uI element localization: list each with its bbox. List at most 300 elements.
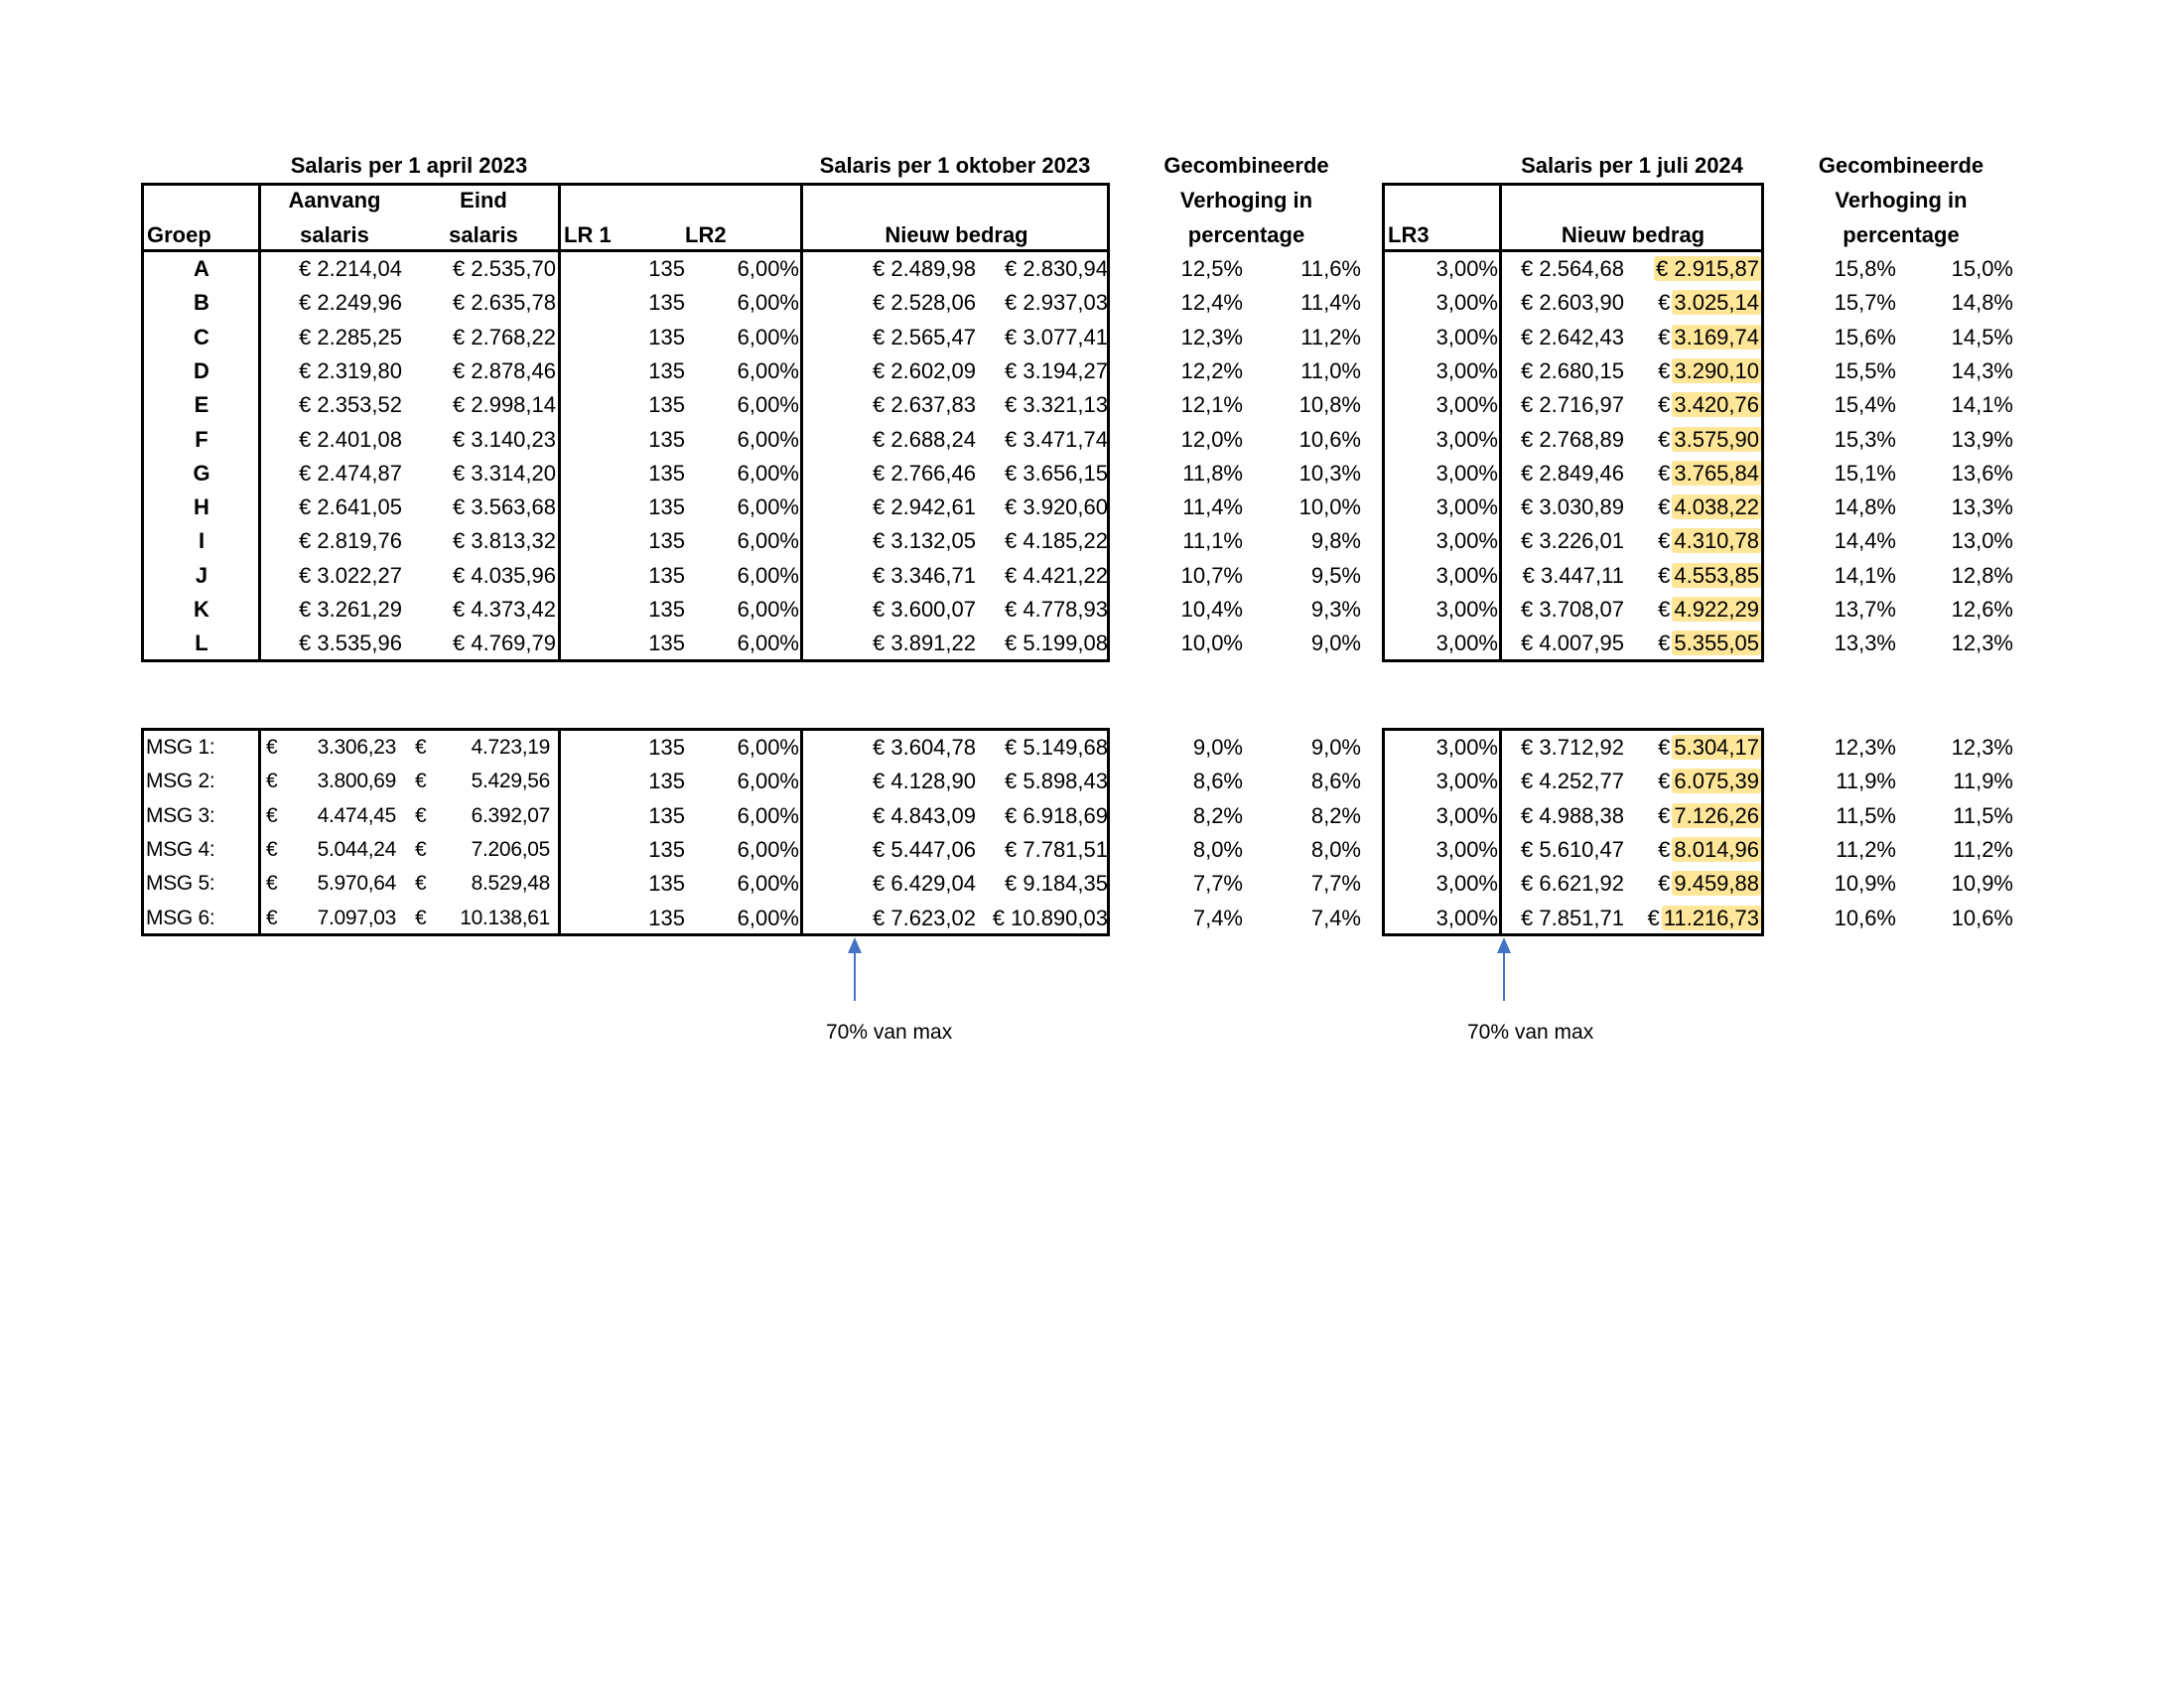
cell-pct4: 14,3% [1951,357,2013,383]
cell-pct3: 15,7% [1834,290,1896,316]
header-aanvang-line2: salaris [300,222,369,247]
currency-symbol: € [1658,769,1671,794]
highlighted-amount: 3.290,10 [1674,357,1759,383]
cell-lr2: 6,00% [737,290,799,316]
cell-aanvang: € 2.353,52 [299,392,402,418]
note-70-van-max-2: 70% van max [1467,1021,1594,1044]
cell-aanvang: € 2.474,87 [299,460,402,486]
cell-eind [409,799,556,833]
cell-okt-min: € 4.843,09 [873,802,976,828]
cell-pct2: 11,0% [1300,357,1361,383]
cell-pct4: 12,3% [1951,631,2013,656]
cell-jul-max [1628,799,1761,833]
cell-lr1: 135 [648,836,685,862]
cell-okt-min: € 2.637,83 [873,392,976,418]
cell-okt-max: € 3.656,15 [1005,460,1108,486]
cell-pct2: 9,5% [1310,562,1361,588]
cell-jul-min: € 4.252,77 [1521,769,1624,794]
cell-pct4: 12,3% [1951,735,2013,760]
highlighted-amount: 4.922,29 [1674,597,1759,622]
cell-lr3: 3,00% [1435,802,1498,828]
cell-lr2: 6,00% [737,562,799,588]
cell-pct2: 11,6% [1300,256,1361,281]
cell-pct1: 12,4% [1180,290,1243,316]
cell-aanvang: € 2.401,08 [299,426,402,452]
cell-lr2: 6,00% [737,357,799,383]
cell-lr1: 135 [648,562,685,588]
cell-aanvang [260,833,402,867]
cell-lr3: 3,00% [1435,769,1498,794]
cell-eind: € 3.813,32 [453,528,556,554]
cell-pct2: 7,7% [1310,871,1361,897]
cell-aanvang: € 3.261,29 [299,597,402,622]
cell-okt-max: € 4.421,22 [1005,562,1108,588]
cell-groep: MSG 5: [146,872,215,896]
cell-okt-max: € 10.890,03 [992,905,1108,930]
note-70-van-max-1: 70% van max [826,1021,953,1044]
cell-pct1: 10,0% [1180,631,1243,656]
cell-lr3: 3,00% [1435,562,1498,588]
cell-pct3: 14,1% [1834,562,1896,588]
cell-jul-min: € 3.030,89 [1521,494,1624,520]
cell-value: 4.474,45 [317,803,396,827]
cell-pct1: 7,4% [1192,905,1243,930]
cell-lr3: 3,00% [1435,836,1498,862]
cell-groep: MSG 2: [146,770,215,793]
cell-okt-max: € 4.778,93 [1005,597,1108,622]
cell-eind [409,731,556,765]
cell-lr1: 135 [648,905,685,930]
cell-jul-max [1628,252,1761,286]
cell-value: 3.306,23 [317,736,396,759]
cell-jul-max [1628,867,1761,901]
highlighted-amount: 9.459,88 [1674,871,1759,897]
cell-lr1: 135 [648,290,685,316]
header-lr3: LR3 [1388,222,1430,247]
highlighted-amount: 6.075,39 [1674,769,1759,794]
currency-symbol: € [1658,735,1671,760]
cell-lr1: 135 [648,460,685,486]
cell-pct2: 8,6% [1310,769,1361,794]
cell-pct1: 12,2% [1180,357,1243,383]
cell-value: 7.206,05 [471,837,550,861]
cell-jul-min: € 4.988,38 [1521,802,1624,828]
cell-okt-min: € 3.604,78 [873,735,976,760]
cell-pct3: 15,4% [1834,392,1896,418]
currency-symbol: € [266,837,278,861]
cell-groep: J [195,562,208,588]
cell-groep: A [194,256,209,281]
title-combined-2-line1: Gecombineerde [1818,153,1984,178]
cell-lr3: 3,00% [1435,597,1498,622]
cell-aanvang [260,731,402,765]
cell-groep: H [194,494,209,520]
cell-pct4: 13,9% [1951,426,2013,452]
cell-pct4: 14,1% [1951,392,2013,418]
highlighted-amount: 3.575,90 [1674,426,1759,452]
cell-okt-max: € 3.920,60 [1005,494,1108,520]
cell-aanvang: € 2.285,25 [299,324,402,350]
cell-lr1: 135 [648,597,685,622]
title-april-2023: Salaris per 1 april 2023 [290,153,528,178]
cell-aanvang: € 2.319,80 [299,357,402,383]
currency-symbol: € [1658,871,1671,897]
cell-okt-max: € 3.471,74 [1005,426,1108,452]
cell-pct1: 11,4% [1182,494,1243,520]
cell-groep: MSG 3: [146,803,215,827]
title-combined-1-line3: percentage [1187,222,1305,247]
cell-pct3: 15,3% [1834,426,1896,452]
cell-eind: € 2.998,14 [453,392,556,418]
cell-lr3: 3,00% [1435,256,1498,281]
cell-pct1: 8,0% [1192,836,1243,862]
currency-symbol: € [266,770,278,793]
header-nieuw-bedrag-2: Nieuw bedrag [1561,222,1706,247]
currency-symbol: € [1658,562,1671,588]
cell-groep: MSG 4: [146,837,215,861]
cell-lr2: 6,00% [737,392,799,418]
cell-okt-max: € 2.937,03 [1005,290,1108,316]
cell-aanvang [260,765,402,798]
cell-value: 5.044,24 [317,837,396,861]
cell-pct4: 10,6% [1951,905,2013,930]
cell-jul-max [1628,593,1761,627]
cell-pct2: 9,3% [1310,597,1361,622]
cell-jul-max [1628,354,1761,388]
cell-eind [409,833,556,867]
cell-okt-min: € 3.600,07 [873,597,976,622]
cell-jul-min: € 3.708,07 [1521,597,1624,622]
cell-jul-min: € 5.610,47 [1521,836,1624,862]
cell-pct2: 11,2% [1300,324,1361,350]
cell-pct1: 11,8% [1182,460,1243,486]
currency-symbol: € [415,770,427,793]
cell-pct3: 10,9% [1834,871,1896,897]
arrow-shaft-1 [854,951,856,1001]
cell-pct2: 9,0% [1310,631,1361,656]
cell-lr2: 6,00% [737,528,799,554]
cell-pct3: 11,2% [1836,836,1896,862]
cell-eind: € 3.140,23 [453,426,556,452]
cell-okt-min: € 3.346,71 [873,562,976,588]
cell-pct3: 11,9% [1836,769,1896,794]
cell-lr3: 3,00% [1435,494,1498,520]
header-lr2: LR2 [685,222,727,247]
currency-symbol: € [266,736,278,759]
cell-jul-min: € 2.716,97 [1521,392,1624,418]
cell-groep: B [194,290,209,316]
cell-okt-min: € 5.447,06 [873,836,976,862]
cell-pct3: 13,7% [1834,597,1896,622]
currency-symbol: € [266,872,278,896]
cell-aanvang: € 2.641,05 [299,494,402,520]
cell-okt-min: € 2.489,98 [873,256,976,281]
cell-value: 8.529,48 [471,872,550,896]
currency-symbol: € [415,906,427,929]
cell-lr1: 135 [648,871,685,897]
cell-aanvang: € 2.819,76 [299,528,402,554]
header-eind-line2: salaris [449,222,518,247]
header-lr1: LR 1 [564,222,612,247]
cell-pct2: 11,4% [1300,290,1361,316]
cell-lr3: 3,00% [1435,426,1498,452]
cell-jul-max [1628,491,1761,524]
highlighted-amount: 7.126,26 [1674,802,1759,828]
cell-eind: € 4.035,96 [453,562,556,588]
cell-lr3: 3,00% [1435,735,1498,760]
cell-okt-max: € 5.199,08 [1005,631,1108,656]
cell-lr3: 3,00% [1435,324,1498,350]
cell-aanvang: € 3.022,27 [299,562,402,588]
cell-lr3: 3,00% [1435,905,1498,930]
currency-symbol: € [1658,802,1671,828]
cell-pct1: 10,7% [1180,562,1243,588]
cell-jul-min: € 3.226,01 [1521,528,1624,554]
cell-groep: G [193,460,210,486]
currency-symbol: € [266,803,278,827]
cell-groep: C [194,324,209,350]
cell-value: 4.723,19 [471,736,550,759]
cell-okt-max: € 3.077,41 [1005,324,1108,350]
cell-aanvang: € 3.535,96 [299,631,402,656]
currency-symbol: € [415,872,427,896]
cell-lr1: 135 [648,256,685,281]
cell-jul-max [1628,321,1761,354]
cell-pct4: 11,2% [1953,836,2013,862]
cell-jul-max [1628,457,1761,491]
cell-pct4: 11,5% [1953,802,2013,828]
highlighted-amount: 5.355,05 [1674,631,1759,656]
currency-symbol: € [1658,357,1671,383]
currency-symbol: € [1658,426,1671,452]
title-combined-1-line2: Verhoging in [1179,188,1313,212]
cell-jul-min: € 2.642,43 [1521,324,1624,350]
title-oktober-2023: Salaris per 1 oktober 2023 [819,153,1091,178]
highlighted-amount: € 2.915,87 [1656,256,1759,281]
cell-pct1: 8,6% [1192,769,1243,794]
cell-pct1: 8,2% [1192,802,1243,828]
cell-pct3: 15,6% [1834,324,1896,350]
cell-value: 5.429,56 [471,770,550,793]
cell-jul-min: € 3.712,92 [1521,735,1624,760]
cell-okt-min: € 2.565,47 [873,324,976,350]
cell-lr2: 6,00% [737,494,799,520]
highlighted-amount: 3.025,14 [1674,290,1759,316]
cell-aanvang: € 2.249,96 [299,290,402,316]
cell-lr2: 6,00% [737,871,799,897]
cell-pct3: 15,5% [1834,357,1896,383]
cell-value: 10.138,61 [460,906,550,929]
highlighted-amount: 3.420,76 [1674,392,1759,418]
currency-symbol: € [1658,290,1671,316]
cell-jul-max [1628,902,1761,935]
cell-jul-min: € 7.851,71 [1521,905,1624,930]
cell-aanvang [260,902,402,935]
highlighted-amount: 3.169,74 [1674,324,1759,350]
cell-lr3: 3,00% [1435,631,1498,656]
currency-symbol: € [415,736,427,759]
cell-jul-max [1628,559,1761,593]
cell-okt-min: € 4.128,90 [873,769,976,794]
cell-jul-max [1628,524,1761,558]
cell-jul-min: € 2.603,90 [1521,290,1624,316]
header-groep: Groep [147,222,211,247]
cell-eind: € 2.768,22 [453,324,556,350]
cell-eind: € 2.635,78 [453,290,556,316]
cell-pct3: 14,8% [1834,494,1896,520]
cell-pct2: 10,0% [1298,494,1361,520]
cell-lr2: 6,00% [737,769,799,794]
cell-lr2: 6,00% [737,597,799,622]
header-aanvang-line1: Aanvang [288,188,381,212]
cell-jul-min: € 2.768,89 [1521,426,1624,452]
cell-okt-min: € 2.688,24 [873,426,976,452]
cell-lr1: 135 [648,392,685,418]
cell-eind [409,867,556,901]
cell-lr1: 135 [648,769,685,794]
cell-okt-min: € 2.942,61 [873,494,976,520]
title-juli-2024: Salaris per 1 juli 2024 [1521,153,1743,178]
cell-lr3: 3,00% [1435,357,1498,383]
currency-symbol: € [1658,324,1671,350]
currency-symbol: € [1658,836,1671,862]
title-combined-2-line3: percentage [1843,222,1960,247]
cell-lr2: 6,00% [737,460,799,486]
cell-pct3: 11,5% [1836,802,1896,828]
cell-groep: F [195,426,208,452]
cell-pct4: 14,5% [1951,324,2013,350]
cell-jul-max [1628,627,1761,660]
cell-jul-min: € 6.621,92 [1521,871,1624,897]
cell-jul-max [1628,765,1761,798]
highlighted-amount: 4.310,78 [1674,528,1759,554]
cell-pct1: 9,0% [1192,735,1243,760]
cell-pct4: 10,9% [1951,871,2013,897]
cell-pct1: 12,3% [1180,324,1243,350]
cell-eind [409,765,556,798]
cell-okt-max: € 5.149,68 [1005,735,1108,760]
cell-lr3: 3,00% [1435,528,1498,554]
cell-pct2: 7,4% [1310,905,1361,930]
cell-value: 7.097,03 [317,906,396,929]
cell-groep: MSG 6: [146,906,215,929]
cell-okt-min: € 7.623,02 [873,905,976,930]
cell-pct3: 10,6% [1834,905,1896,930]
cell-eind: € 4.373,42 [453,597,556,622]
cell-lr1: 135 [648,324,685,350]
cell-groep: MSG 1: [146,736,215,759]
cell-groep: D [194,357,209,383]
cell-groep: I [198,528,205,554]
cell-pct1: 12,0% [1180,426,1243,452]
cell-pct2: 8,2% [1310,802,1361,828]
cell-jul-min: € 2.564,68 [1521,256,1624,281]
cell-pct4: 12,6% [1951,597,2013,622]
cell-okt-min: € 2.602,09 [873,357,976,383]
cell-pct1: 12,5% [1180,256,1243,281]
cell-eind [409,902,556,935]
currency-symbol: € [1658,460,1671,486]
title-combined-2-line2: Verhoging in [1835,188,1968,212]
cell-okt-max: € 7.781,51 [1005,836,1108,862]
currency-symbol: € [1658,392,1671,418]
cell-eind: € 3.563,68 [453,494,556,520]
cell-okt-min: € 2.528,06 [873,290,976,316]
cell-lr3: 3,00% [1435,871,1498,897]
cell-okt-min: € 3.132,05 [873,528,976,554]
cell-lr1: 135 [648,426,685,452]
cell-okt-min: € 2.766,46 [873,460,976,486]
cell-groep: K [194,597,209,622]
cell-aanvang [260,867,402,901]
cell-lr2: 6,00% [737,836,799,862]
cell-pct1: 7,7% [1192,871,1243,897]
cell-pct4: 14,8% [1951,290,2013,316]
cell-jul-min: € 3.447,11 [1522,562,1624,588]
cell-jul-min: € 4.007,95 [1521,631,1624,656]
cell-eind: € 3.314,20 [453,460,556,486]
cell-okt-min: € 6.429,04 [873,871,976,897]
cell-pct2: 10,3% [1298,460,1361,486]
cell-pct3: 15,8% [1834,256,1896,281]
cell-lr1: 135 [648,631,685,656]
header-eind-line1: Eind [460,188,507,212]
cell-jul-max [1628,731,1761,765]
cell-pct1: 10,4% [1180,597,1243,622]
cell-jul-min: € 2.849,46 [1521,460,1624,486]
currency-symbol: € [266,906,278,929]
cell-lr2: 6,00% [737,631,799,656]
cell-pct4: 11,9% [1953,769,2013,794]
cell-jul-max [1628,833,1761,867]
cell-value: 6.392,07 [471,803,550,827]
arrow-shaft-2 [1503,951,1505,1001]
cell-jul-min: € 2.680,15 [1521,357,1624,383]
currency-symbol: € [1658,528,1671,554]
cell-pct2: 10,8% [1298,392,1361,418]
cell-okt-max: € 6.918,69 [1005,802,1108,828]
cell-pct2: 9,8% [1310,528,1361,554]
currency-symbol: € [1658,597,1671,622]
cell-lr2: 6,00% [737,426,799,452]
cell-lr1: 135 [648,528,685,554]
currency-symbol: € [415,803,427,827]
cell-jul-max [1628,423,1761,457]
highlighted-amount: 5.304,17 [1674,735,1759,760]
cell-pct2: 9,0% [1310,735,1361,760]
currency-symbol: € [1658,494,1671,520]
cell-pct4: 15,0% [1951,256,2013,281]
cell-okt-min: € 3.891,22 [873,631,976,656]
cell-groep: E [194,392,209,418]
currency-symbol: € [1658,631,1671,656]
cell-pct2: 8,0% [1310,836,1361,862]
cell-pct2: 10,6% [1298,426,1361,452]
cell-lr3: 3,00% [1435,290,1498,316]
highlighted-amount: 3.765,84 [1674,460,1759,486]
cell-okt-max: € 2.830,94 [1005,256,1108,281]
highlighted-amount: 11.216,73 [1663,905,1759,930]
cell-groep: L [195,631,208,656]
cell-pct3: 13,3% [1834,631,1896,656]
cell-lr1: 135 [648,735,685,760]
cell-lr2: 6,00% [737,324,799,350]
cell-lr3: 3,00% [1435,392,1498,418]
cell-pct3: 14,4% [1834,528,1896,554]
cell-aanvang [260,799,402,833]
cell-pct3: 15,1% [1834,460,1896,486]
cell-pct1: 12,1% [1180,392,1243,418]
